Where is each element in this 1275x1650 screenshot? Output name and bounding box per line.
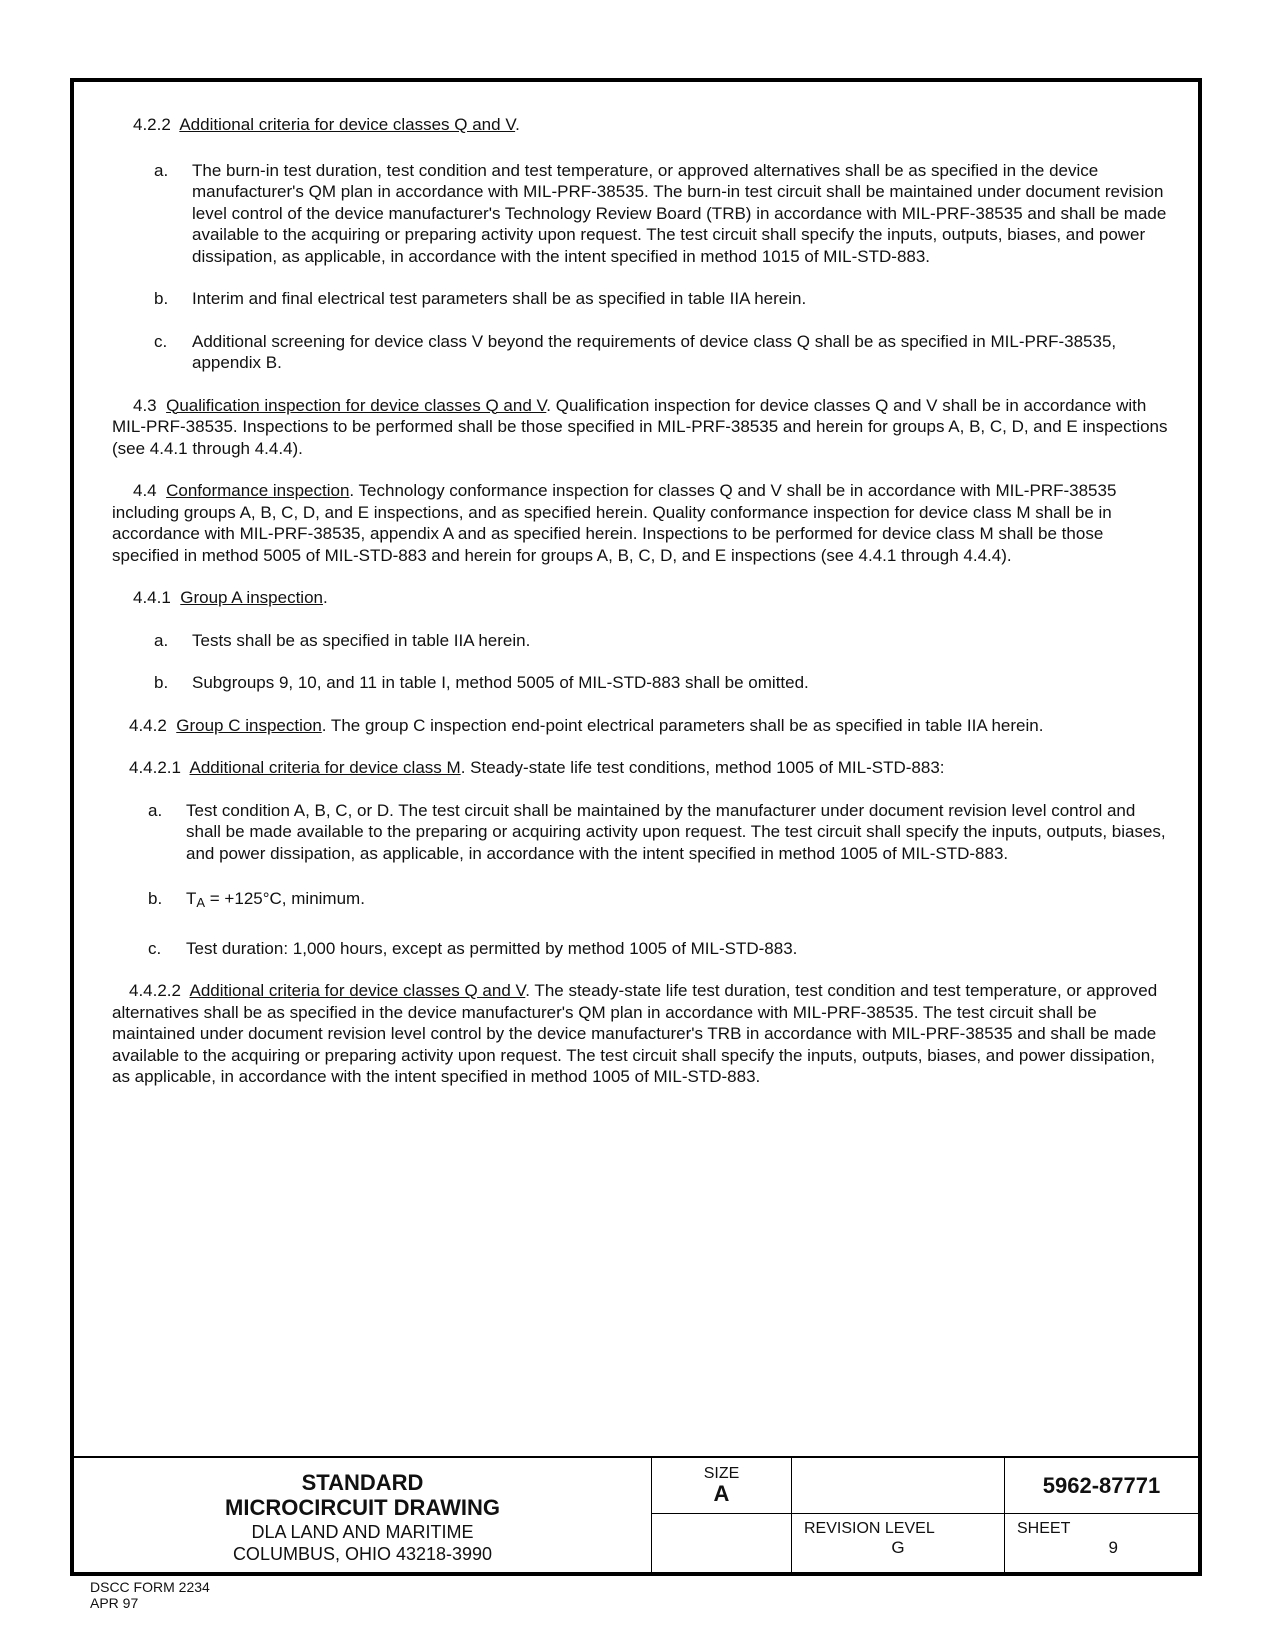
list-item: a. Tests shall be as specified in table IIA herein. — [154, 630, 531, 650]
section-4-3: 4.3 Qualification inspection for device classes Q and V. Qualification inspection for device classes Q and V shall be in accordance with MIL-PRF-38535. Inspections to be performed shall be those specified in MIL-PRF-38535 and herein for groups A, B, C, D, and E inspections (see 4.4.1 through 4.4.4). — [112, 395, 1168, 458]
title-block — [74, 1456, 1198, 1572]
section-title: Additional criteria for device class M — [189, 758, 461, 777]
section-4-4-1-heading: 4.4.1 Group A inspection. — [133, 588, 328, 607]
section-title: Qualification inspection for device classes Q and V — [166, 395, 547, 415]
drawing-number: 5962-87771 — [1005, 1458, 1198, 1514]
section-title: Additional criteria for device classes Q and V — [179, 115, 516, 134]
section-4-4-2: 4.4.2 Group C inspection. The group C inspection end-point electrical parameters shall be as specified in table IIA herein. — [129, 715, 1044, 735]
section-title: Conformance inspection — [166, 481, 350, 500]
title-block-revision: REVISION LEVEL G — [792, 1458, 1005, 1572]
section-title: Additional criteria for device classes Q and V — [189, 981, 526, 1000]
form-number: DSCC FORM 2234 APR 97 — [90, 1579, 210, 1611]
title-block-name: STANDARD MICROCIRCUIT DRAWING DLA LAND AND MARITIME COLUMBUS, OHIO 43218-3990 — [74, 1458, 652, 1572]
section-4-4-2-1: 4.4.2.1 Additional criteria for device class M. Steady-state life test conditions, method 1005 of MIL-STD-883: — [129, 758, 945, 777]
list-item: a. The burn-in test duration, test condition and test temperature, or approved alternatives shall be as specified in the device manufacturer's QM plan in accordance with MIL-PRF-38535. The burn-in test circuit shall be maintained under document revision level control of the device manufacturer's Technology Review Board (TRB) in accordance with MIL-PRF-38535 and shall be made available to the acquiring or preparing activity upon request. The test circuit shall specify the inputs, outputs, biases, and power dissipation, as applicable, in accordance with the intent specified in method 1015 of MIL-STD-883. — [154, 160, 1167, 266]
list-item: a. Test condition A, B, C, or D. The test circuit shall be maintained by the manufacturer under document revision level control and shall be made available to the preparing or acquiring activity upon request. The test circuit shall specify the inputs, outputs, biases, and power dissipation, as applicable, in accordance with the intent specified in method 1005 of MIL-STD-883. — [148, 800, 1166, 863]
section-title: Group A inspection — [180, 588, 323, 607]
section-4-4: 4.4 Conformance inspection. Technology conformance inspection for classes Q and V shall be in accordance with MIL-PRF-38535 including groups A, B, C, D, and E inspections, and as specified herein. Quality conformance inspection for device class M shall be in accordance with MIL-PRF-38535, appendix A and as specified herein. Inspections to be performed for device class M shall be those specified in method 5005 of MIL-STD-883 and herein for groups A, B, C, D, and E inspections (see 4.4.1 through 4.4.4). — [112, 481, 1117, 565]
list-item: c. Additional screening for device class V beyond the requirements of device class Q shall be as specified in MIL-PRF-38535, appendix B. — [154, 331, 1117, 372]
list-item: b. Subgroups 9, 10, and 11 in table I, method 5005 of MIL-STD-883 shall be omitted. — [154, 673, 809, 692]
section-4-4-2-2: 4.4.2.2 Additional criteria for device classes Q and V. The steady-state life test duration, test condition and test temperature, or approved alternatives shall be as specified in the device manufacturer's QM plan in accordance with MIL-PRF-38535. The test circuit shall be maintained under document revision level control by the device manufacturer's TRB in accordance with MIL-PRF-38535 and shall be made available to the acquiring or preparing activity upon request. The test circuit shall specify the inputs, outputs, biases, and power dissipation, as applicable, in accordance with the intent specified in method 1005 of MIL-STD-883. — [112, 981, 1158, 1086]
sheet-number: 9 — [1108, 1538, 1118, 1557]
section-4-2-2-heading: 4.2.2 Additional criteria for device classes Q and V. — [133, 115, 520, 134]
list-item: c. Test duration: 1,000 hours, except as permitted by method 1005 of MIL-STD-883. — [148, 938, 798, 958]
list-item: b. Interim and final electrical test parameters shall be as specified in table IIA herein. — [154, 289, 807, 308]
title-block-number: 5962-87771 SHEET 9 — [1005, 1458, 1198, 1572]
list-item: b. $T_A = +125^\circ C$, minimum. — [148, 889, 365, 910]
document-body — [112, 114, 1172, 1088]
title-block-size: SIZE A — [652, 1458, 792, 1572]
section-title: Group C inspection — [176, 715, 322, 735]
drawing-frame — [70, 78, 1202, 1576]
